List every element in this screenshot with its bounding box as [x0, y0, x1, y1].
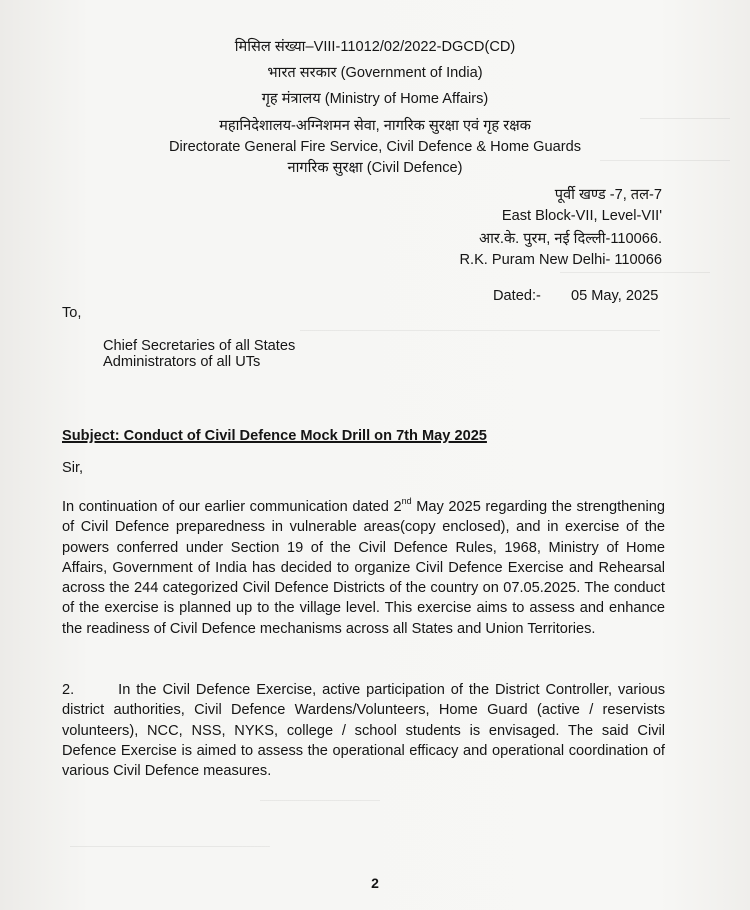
- recipient-2: Administrators of all UTs: [103, 354, 261, 370]
- address-line-2: East Block-VII, Level-VII': [501, 208, 662, 224]
- salutation: Sir,: [62, 460, 84, 476]
- directorate-hindi: महानिदेशालय-अग्निशमन सेवा, नागरिक सुरक्षा एवं गृह रक्षक: [219, 118, 531, 134]
- bleed-through-mark: [560, 272, 710, 273]
- bleed-through-mark: [70, 846, 270, 847]
- date-label: Dated:-: [493, 288, 541, 304]
- date-line: [493, 286, 658, 306]
- paragraph-1-start: In continuation of our earlier communication dated 2: [62, 499, 402, 515]
- government-name: भारत सरकार (Government of India): [267, 65, 483, 81]
- address-line-1: पूर्वी खण्ड -7, तल-7: [554, 187, 662, 203]
- bleed-through-mark: [260, 800, 380, 801]
- paragraph-1-rest: May 2025 regarding the strengthening of Civil Defence preparedness in vulnerable areas(copy enclosed), and in exercise of the powers conferred under Section 19 of the Civil Defence Rules, 1968, Ministry of Home Affairs, Government of India has decided to organize Civil Defence Exercise and Rehearsal across the 244 categorized Civil Defence Districts of the country on 07.05.2025. The conduct of the exercise is planned up to the village level. This exercise aims to assess and enhance the readiness of Civil Defence mechanisms across all States and Union Territories.: [62, 499, 665, 637]
- subject-line: Subject: Conduct of Civil Defence Mock Drill on 7th May 2025: [62, 428, 487, 444]
- address-line-4: R.K. Puram New Delhi- 110066: [459, 252, 662, 268]
- to-label: To,: [62, 305, 82, 321]
- directorate-english: Directorate General Fire Service, Civil Defence & Home Guards: [168, 139, 582, 155]
- address-line-3: आर.के. पुरम, नई दिल्ली-110066.: [479, 231, 662, 247]
- paragraph-1: [62, 497, 665, 639]
- paragraph-2-number: 2.: [62, 682, 75, 698]
- ministry-name: गृह मंत्रालय (Ministry of Home Affairs): [261, 91, 489, 107]
- paragraph-2: [62, 680, 665, 781]
- division-name: नागरिक सुरक्षा (Civil Defence): [287, 160, 463, 176]
- recipient-1: Chief Secretaries of all States: [103, 338, 296, 354]
- page-number: 2: [371, 875, 379, 891]
- paragraph-2-text: In the Civil Defence Exercise, active participation of the District Controller, various district authorities, Civil Defence Wardens/Volunteers, Home Guard (active / reservists volunteers), NCC, NSS, NYKS, college / school students is envisaged. The said Civil Defence Exercise is aimed to assess the operational efficacy and operational coordination of various Civil Defence measures.: [62, 682, 665, 780]
- ordinal-suffix: nd: [401, 496, 412, 507]
- date-value: 05 May, 2025: [570, 288, 659, 304]
- file-number: मिसिल संख्या–VIII-11012/02/2022-DGCD(CD): [234, 39, 516, 55]
- bleed-through-mark: [300, 330, 660, 331]
